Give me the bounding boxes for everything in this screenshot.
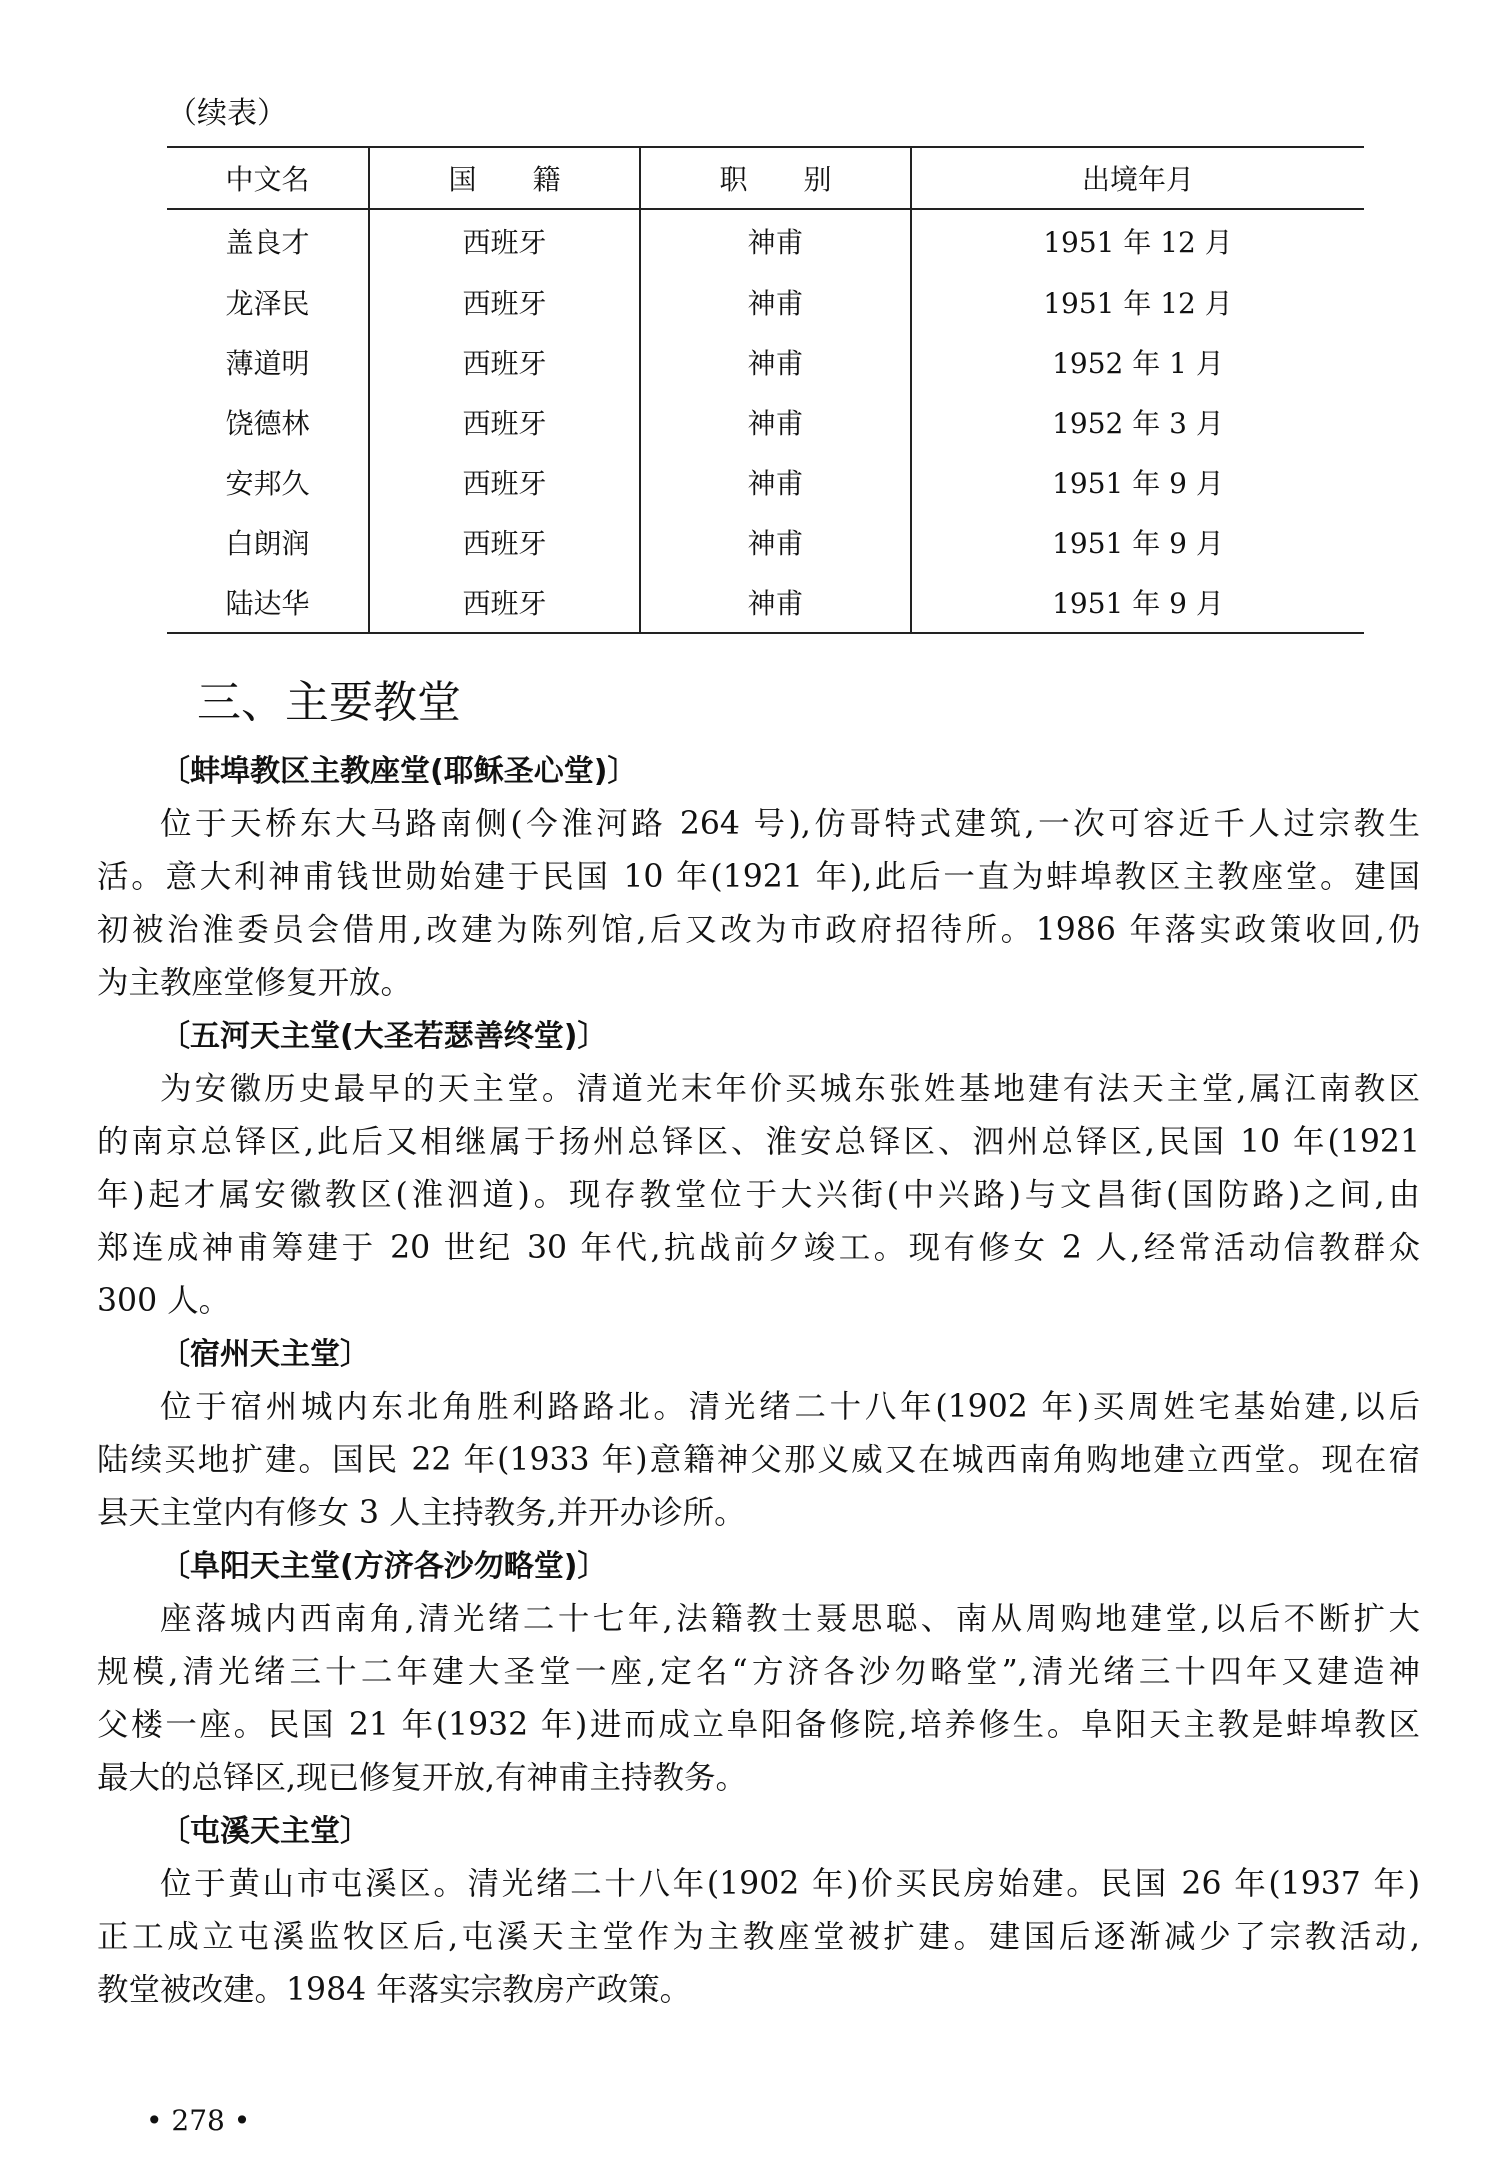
table-cell: 西班牙 — [369, 572, 640, 633]
table-row — [167, 209, 1364, 272]
paragraph-line: 父楼一座。民国 21 年(1932 年)进而成立阜阳备修院,培养修生。阜阳天主教是蚌埠教区 — [97, 1707, 1420, 1743]
table-cell: 盖良才 — [225, 226, 310, 259]
paragraph-line: 位于天桥东大马路南侧(今淮河路 264 号),仿哥特式建筑,一次可容近千人过宗教生 — [160, 806, 1420, 842]
table-cell: 西班牙 — [369, 512, 640, 572]
table-cell: 西班牙 — [369, 272, 640, 332]
paragraph-line: 陆续买地扩建。国民 22 年(1933 年)意籍神父那义威又在城西南角购地建立西堂。现在宿 — [97, 1442, 1420, 1478]
column-header: 职 别 — [640, 147, 911, 209]
table-cell: 1951 年 9 月 — [911, 452, 1364, 512]
table-cell: 西班牙 — [369, 392, 640, 452]
table-cell: 神甫 — [640, 332, 911, 392]
paragraph-line: 位于黄山市屯溪区。清光绪二十八年(1902 年)价买民房始建。民国 26 年(1937 年) — [160, 1866, 1420, 1902]
table-cell: 神甫 — [640, 452, 911, 512]
paragraph-line: 活。意大利神甫钱世勋始建于民国 10 年(1921 年),此后一直为蚌埠教区主教座堂。建国 — [97, 859, 1420, 895]
table-cell: 西班牙 — [369, 452, 640, 512]
table-cell: 神甫 — [640, 512, 911, 572]
table-row — [167, 392, 1364, 452]
table-cell: 西班牙 — [369, 209, 640, 272]
section-title: 三、主要教堂 — [197, 677, 461, 728]
table-cell: 神甫 — [640, 392, 911, 452]
table-cell: 神甫 — [640, 272, 911, 332]
paragraph-line: 位于宿州城内东北角胜利路路北。清光绪二十八年(1902 年)买周姓宅基始建,以后 — [160, 1389, 1420, 1425]
church-heading: 〔宿州天主堂〕 — [160, 1337, 370, 1372]
table-row — [167, 332, 1364, 392]
church-heading: 〔蚌埠教区主教座堂(耶稣圣心堂)〕 — [160, 754, 638, 789]
table-cell: 1952 年 3 月 — [911, 392, 1364, 452]
table-row — [167, 272, 1364, 332]
table-cell: 龙泽民 — [225, 287, 310, 320]
table-cell: 薄道明 — [225, 347, 310, 380]
table-cell: 神甫 — [640, 572, 911, 633]
table-row — [167, 512, 1364, 572]
table-cell: 1951 年 9 月 — [911, 512, 1364, 572]
table-cell: 1951 年 12 月 — [911, 209, 1364, 272]
paragraph-line: 县天主堂内有修女 3 人主持教务,并开办诊所。 — [97, 1495, 746, 1531]
paragraph-line: 正工成立屯溪监牧区后,屯溪天主堂作为主教座堂被扩建。建国后逐渐减少了宗教活动, — [97, 1919, 1420, 1955]
paragraph-line: 为安徽历史最早的天主堂。清道光末年价买城东张姓基地建有法天主堂,属江南教区 — [160, 1071, 1420, 1107]
missionary-table — [167, 146, 1364, 634]
table-cell: 陆达华 — [167, 572, 369, 633]
table-cell: 1951 年 9 月 — [911, 572, 1364, 633]
table-header-row — [167, 147, 1364, 209]
continued-table-label: （续表） — [167, 96, 287, 131]
paragraph-line: 的南京总铎区,此后又相继属于扬州总铎区、淮安总铎区、泗州总铎区,民国 10 年(1921 — [97, 1124, 1420, 1160]
paragraph-line: 300 人。 — [97, 1283, 231, 1319]
page-number: • 278 • — [146, 2104, 251, 2137]
paragraph-line: 教堂被改建。1984 年落实宗教房产政策。 — [97, 1972, 692, 2008]
document-body — [97, 745, 1420, 2017]
table-cell: 神甫 — [640, 209, 911, 272]
paragraph-line: 最大的总铎区,现已修复开放,有神甫主持教务。 — [97, 1760, 748, 1796]
table-cell: 饶德林 — [225, 407, 310, 440]
church-heading: 〔阜阳天主堂(方济各沙勿略堂)〕 — [160, 1549, 608, 1584]
table-row — [167, 452, 1364, 512]
table-cell: 西班牙 — [369, 332, 640, 392]
table-row — [167, 572, 1364, 633]
paragraph-line: 郑连成神甫筹建于 20 世纪 30 年代,抗战前夕竣工。现有修女 2 人,经常活动信教群众 — [97, 1230, 1420, 1266]
paragraph-line: 初被治淮委员会借用,改建为陈列馆,后又改为市政府招待所。1986 年落实政策收回,仍 — [97, 912, 1420, 948]
column-header: 中文名 — [167, 147, 369, 209]
paragraph-line: 座落城内西南角,清光绪二十七年,法籍教士聂思聪、南从周购地建堂,以后不断扩大 — [160, 1601, 1420, 1637]
column-header: 国 籍 — [369, 147, 640, 209]
paragraph-line: 规模,清光绪三十二年建大圣堂一座,定名“方济各沙勿略堂”,清光绪三十四年又建造神 — [97, 1654, 1420, 1690]
paragraph-line: 年)起才属安徽教区(淮泗道)。现存教堂位于大兴街(中兴路)与文昌街(国防路)之间,由 — [97, 1177, 1420, 1213]
table-cell: 安邦久 — [225, 467, 310, 500]
church-heading: 〔五河天主堂(大圣若瑟善终堂)〕 — [160, 1019, 608, 1054]
table-cell: 1951 年 12 月 — [911, 272, 1364, 332]
church-heading: 〔屯溪天主堂〕 — [160, 1814, 370, 1849]
column-header: 出境年月 — [911, 147, 1364, 209]
paragraph-line: 为主教座堂修复开放。 — [97, 965, 413, 1001]
table-cell: 1952 年 1 月 — [911, 332, 1364, 392]
table-cell: 白朗润 — [225, 527, 310, 560]
